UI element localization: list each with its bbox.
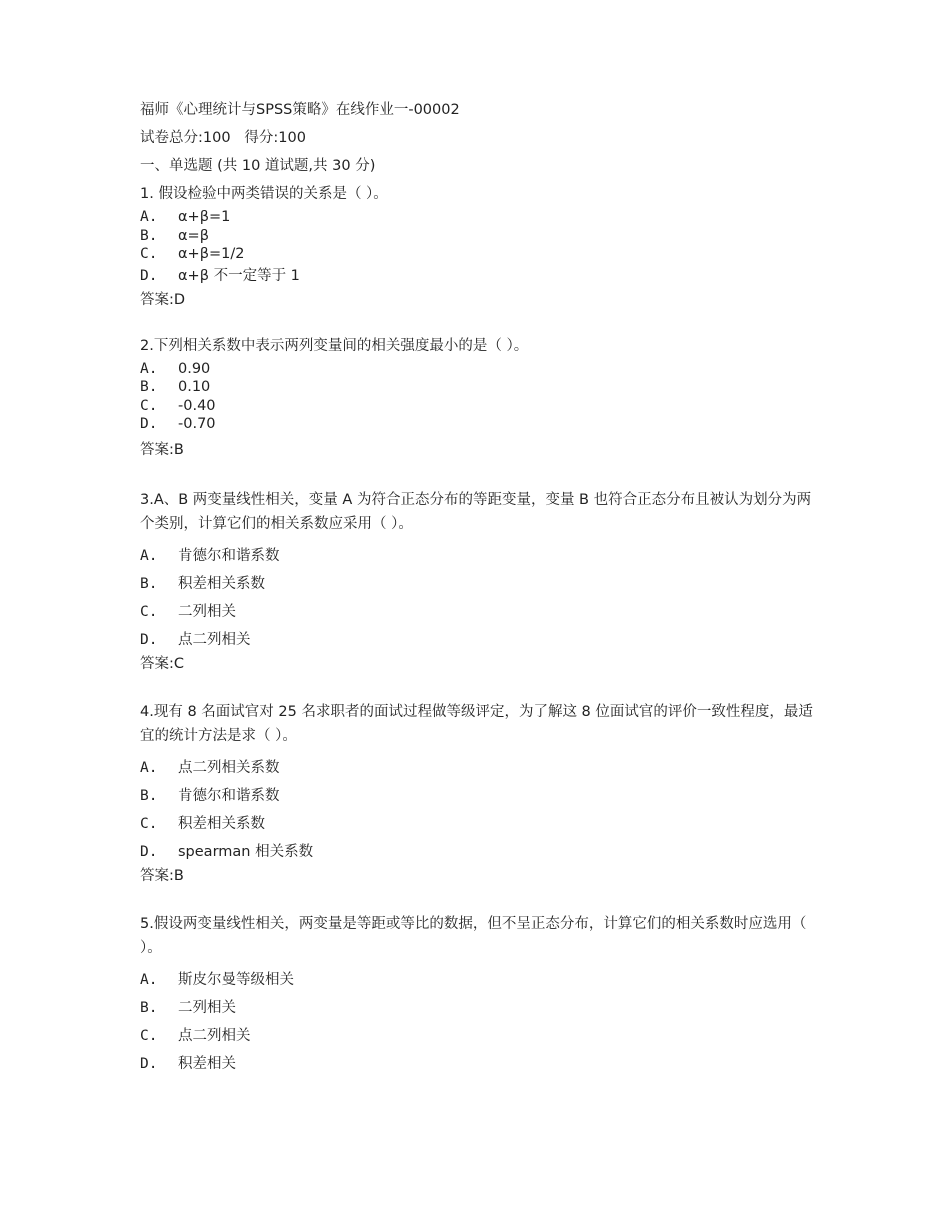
question-stem: 2.下列相关系数中表示两列变量间的相关强度最小的是（ ）。 (140, 337, 529, 354)
option-letter: A. (140, 547, 158, 564)
option-letter: A. (140, 209, 158, 225)
option-letter: C. (140, 603, 158, 620)
option-d (140, 838, 820, 864)
option-letter: C. (140, 815, 158, 832)
option-text: 积差相关 (178, 1055, 236, 1072)
option-b (140, 378, 820, 397)
option-letter: B. (140, 999, 158, 1016)
option-text: 积差相关系数 (178, 575, 265, 592)
answer-line: 答案:B (140, 867, 184, 884)
question-3 (140, 488, 820, 676)
option-b (140, 227, 820, 246)
question-5 (140, 912, 820, 1078)
option-text: α+β 不一定等于 1 (178, 267, 300, 284)
option-letter: A. (140, 759, 158, 776)
answer-line: 答案:B (140, 441, 184, 458)
option-letter: D. (140, 416, 158, 432)
option-letter: C. (140, 246, 158, 262)
option-c (140, 1022, 820, 1050)
option-d (140, 415, 820, 434)
option-text: 0.90 (178, 360, 211, 377)
answer-line: 答案:D (140, 291, 186, 308)
option-text: 二列相关 (178, 603, 236, 620)
option-c (140, 810, 820, 838)
option-letter: C. (140, 1027, 158, 1044)
option-c (140, 397, 820, 416)
document-title: 福师《心理统计与SPSS策略》在线作业一-00002 (140, 102, 460, 118)
option-text: 0.10 (178, 379, 211, 395)
option-letter: D. (140, 631, 158, 648)
option-c (140, 245, 820, 264)
question-1 (140, 182, 820, 312)
option-letter: B. (140, 227, 158, 244)
option-text: 二列相关 (178, 999, 236, 1016)
option-a (140, 208, 820, 227)
answer-line: 答案:C (140, 655, 185, 672)
question-4 (140, 700, 820, 888)
option-a (140, 754, 820, 782)
option-letter: A. (140, 971, 158, 988)
option-text: 积差相关系数 (178, 815, 265, 832)
option-letter: D. (140, 267, 158, 284)
option-letter: D. (140, 843, 158, 860)
score-line: 试卷总分:100 得分:100 (140, 130, 306, 146)
option-text: 点二列相关系数 (178, 759, 280, 776)
option-d (140, 626, 820, 652)
option-letter: B. (140, 379, 158, 395)
option-a (140, 542, 820, 570)
question-stem: 5.假设两变量线性相关，两变量是等距或等比的数据，但不呈正态分布，计算它们的相关系数时应选用（ ）。 (140, 915, 807, 956)
question-stem: 4.现有 8 名面试官对 25 名求职者的面试过程做等级评定，为了解这 8 位面试官的评价一致性程度，最适宜的统计方法是求（ ）。 (140, 703, 813, 744)
option-a (140, 966, 820, 994)
option-letter: D. (140, 1055, 158, 1072)
option-text: 斯皮尔曼等级相关 (178, 971, 294, 988)
option-letter: A. (140, 360, 158, 377)
option-text: 肯德尔和谐系数 (178, 787, 280, 804)
question-stem: 1. 假设检验中两类错误的关系是（ ）。 (140, 186, 388, 202)
option-letter: B. (140, 787, 158, 804)
option-text: -0.40 (178, 397, 216, 414)
option-d (140, 264, 820, 288)
option-b (140, 570, 820, 598)
option-text: 肯德尔和谐系数 (178, 547, 280, 564)
section-heading: 一、单选题 (共 10 道试题,共 30 分) (140, 158, 376, 174)
question-2 (140, 334, 820, 462)
option-a (140, 360, 820, 379)
option-c (140, 598, 820, 626)
option-letter: B. (140, 575, 158, 592)
option-text: spearman 相关系数 (178, 843, 314, 860)
option-text: -0.70 (178, 416, 216, 432)
option-b (140, 994, 820, 1022)
option-letter: C. (140, 397, 158, 414)
option-text: α+β=1/2 (178, 246, 245, 262)
option-b (140, 782, 820, 810)
option-text: 点二列相关 (178, 631, 251, 648)
document-page (140, 98, 820, 1078)
option-d (140, 1050, 820, 1078)
question-stem: 3.A、B 两变量线性相关，变量 A 为符合正态分布的等距变量，变量 B 也符合正态分布且被认为划分为两个类别，计算它们的相关系数应采用（ ）。 (140, 491, 812, 532)
option-text: α=β (178, 227, 209, 244)
option-text: α+β=1 (178, 209, 231, 225)
option-text: 点二列相关 (178, 1027, 251, 1044)
